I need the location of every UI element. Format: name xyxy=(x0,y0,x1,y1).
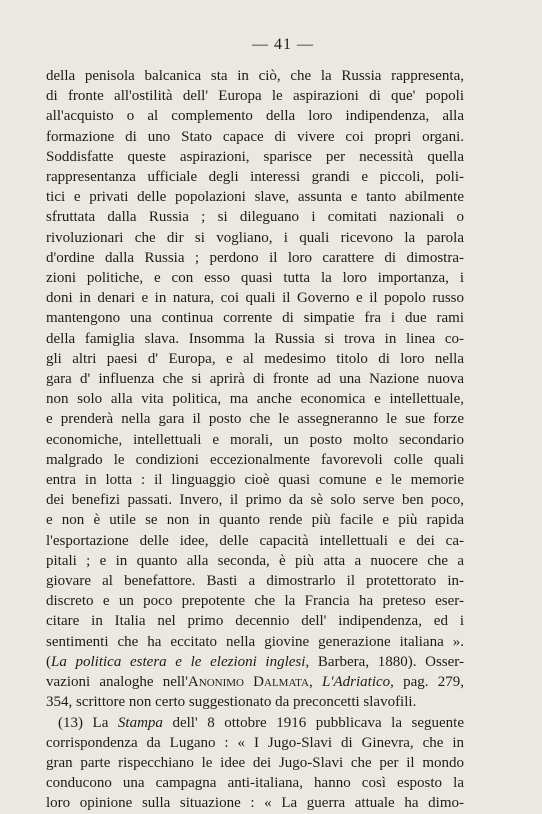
text-line xyxy=(46,288,464,308)
text-line xyxy=(46,147,464,167)
text-segment: citare in Italia nel primo decennio dell' indipendenza, ed i xyxy=(46,613,464,630)
text-line xyxy=(46,450,464,470)
text-segment: della famiglia slava. Insomma la Russia si trova in linea co- xyxy=(46,330,464,347)
text-line xyxy=(46,510,464,530)
text-segment: discreto e un poco prepotente che la Francia ha preteso eser- xyxy=(46,593,464,610)
text-line xyxy=(46,127,464,147)
text-segment: economiche, intellettuali e morali, un posto molto secondario xyxy=(46,431,464,448)
text-line xyxy=(46,632,464,652)
text-segment: (13) La xyxy=(58,714,118,731)
text-segment: ( xyxy=(46,653,51,670)
text-line xyxy=(46,187,464,207)
text-segment: all'acquisto o al complemento della loro indipendenza, alla xyxy=(46,108,464,125)
text-segment: , xyxy=(308,674,322,691)
text-segment: vazioni analoghe nell' xyxy=(46,674,188,691)
text-line xyxy=(46,389,464,409)
text-line xyxy=(46,329,464,349)
text-segment: sfruttata dalla Russia ; si dileguano i comitati nazionali o xyxy=(46,209,464,226)
text-line xyxy=(46,773,464,793)
text-segment: e non è utile se non in quanto rende più facile e più rapida xyxy=(46,512,464,529)
italic-text: L'Adriatico xyxy=(321,674,391,691)
text-segment: gran parte rispecchiano le idee dei Jugo-Slavi che per il mondo xyxy=(46,754,464,771)
text-segment: della penisola balcanica sta in ciò, che la Russia rappresenta, xyxy=(46,68,464,84)
text-segment: pitali ; e in quanto alla seconda, è più atta a nuocere che a xyxy=(46,552,464,569)
text-segment: d'ordine dalla Russia ; perdono il loro carattere di dimostra- xyxy=(46,249,464,266)
text-line xyxy=(46,369,464,389)
text-segment: zioni politiche, e con esso quasi tutta la loro importanza, i xyxy=(46,270,464,287)
body-text xyxy=(46,66,464,814)
text-segment: dei benefizi passati. Invero, il primo da sè solo serve ben poco, xyxy=(46,492,464,509)
text-segment: rappresentanza ufficiale degli interessi grandi e piccoli, poli- xyxy=(46,169,464,186)
text-segment: entra in lotta : il linguaggio cioè quasi comune e le memorie xyxy=(46,472,464,489)
text-segment: l'esportazione delle idee, delle capacità intellettuali e dei ca- xyxy=(46,532,464,549)
text-segment: , Barbera, 1880). Osser- xyxy=(305,653,464,670)
text-line xyxy=(46,672,464,692)
text-segment: sentimenti che ha eccitato nella giovine generazione italiana ». xyxy=(46,633,464,650)
text-segment: tici e privati delle popolazioni slave, assunta e tanto abilmente xyxy=(46,189,464,206)
text-line xyxy=(46,349,464,369)
text-segment: di fronte all'ostilità dell' Europa le aspirazioni di que' popoli xyxy=(46,88,464,105)
text-line xyxy=(46,86,464,106)
text-line xyxy=(46,713,464,733)
text-line xyxy=(46,308,464,328)
text-line xyxy=(46,571,464,591)
small-caps-text: Anonimo Dalmata xyxy=(187,674,309,691)
text-line xyxy=(46,430,464,450)
text-segment: formazione di uno Stato capace di vivere coi propri organi. xyxy=(46,128,464,145)
text-line xyxy=(46,167,464,187)
text-segment: Soddisfatte queste aspirazioni, sparisce per necessità quella xyxy=(46,148,464,165)
text-line xyxy=(46,733,464,753)
text-segment: e prenderà nella gara il posto che le assegneranno le sue forze xyxy=(46,411,464,428)
text-segment: malgrado le condizioni eccezionalmente favorevoli colle quali xyxy=(46,451,464,468)
text-segment: mantengono una continua corrente di simpatie fra i due rami xyxy=(46,310,464,327)
text-segment: conducono una campagna anti-italiana, hanno così esposto la xyxy=(46,775,464,792)
text-segment: dell' 8 ottobre 1916 pubblicava la seguente xyxy=(162,714,465,731)
text-line xyxy=(46,753,464,773)
text-line xyxy=(46,409,464,429)
text-line xyxy=(46,470,464,490)
text-line xyxy=(46,652,464,672)
text-line xyxy=(46,106,464,126)
text-segment: loro opinione sulla situazione : « La guerra attuale ha dimo- xyxy=(46,795,464,812)
italic-text: La politica estera e le elezioni inglesi xyxy=(51,653,306,670)
text-segment: giovare al benefattore. Basti a dimostrarlo il protettorato in- xyxy=(46,573,464,590)
text-segment: doni in denari e in natura, coi quali il Governo e il popolo russo xyxy=(46,290,464,307)
text-line xyxy=(46,531,464,551)
text-line xyxy=(46,692,464,712)
text-segment: , pag. 279, xyxy=(390,674,464,691)
text-line xyxy=(46,551,464,571)
text-segment: gara d' influenza che si aprirà di fronte ad una Nazione nuova xyxy=(46,371,464,388)
text-line xyxy=(46,228,464,248)
text-segment: rivoluzionari che dir si vogliano, i quali ricevono la parola xyxy=(46,229,464,246)
text-line xyxy=(46,248,464,268)
text-line xyxy=(46,268,464,288)
text-segment: corrispondenza da Lugano : « I Jugo-Slavi di Ginevra, che in xyxy=(46,734,464,751)
text-line xyxy=(46,66,464,86)
text-segment: 354, scrittore non certo suggestionato da preconcetti slavofili. xyxy=(46,694,417,711)
italic-text: Stampa xyxy=(117,714,163,731)
text-segment: non solo alla vita politica, ma anche economica e intellettuale, xyxy=(46,391,464,408)
text-line xyxy=(46,591,464,611)
text-segment: gli altri paesi d' Europa, e al medesimo titolo di loro nella xyxy=(46,350,464,367)
text-line xyxy=(46,207,464,227)
page-number: — 41 — xyxy=(252,36,314,53)
text-line xyxy=(46,793,464,813)
text-line xyxy=(46,490,464,510)
text-line xyxy=(46,611,464,631)
